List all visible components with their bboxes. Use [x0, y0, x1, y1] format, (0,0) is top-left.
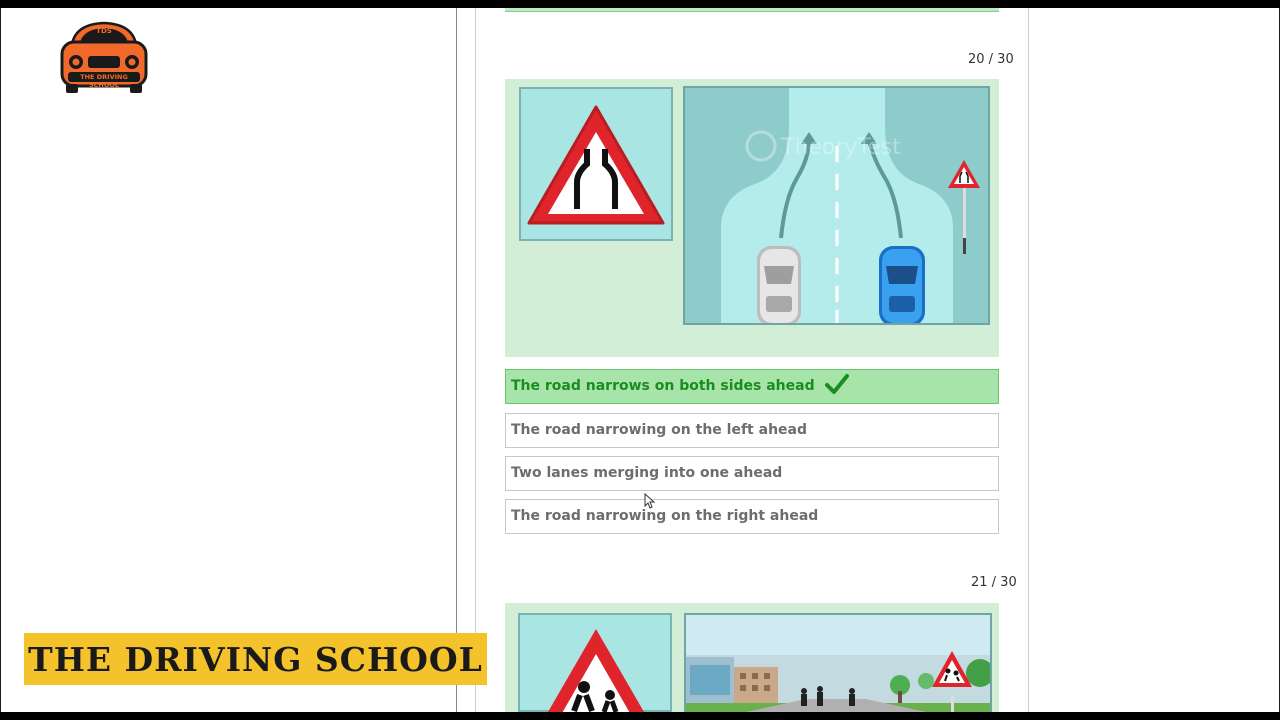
- question-counter: 20 / 30: [968, 52, 1014, 67]
- answer-option-4[interactable]: [505, 499, 999, 534]
- driving-school-banner: [24, 633, 487, 685]
- next-sign-panel: [518, 613, 672, 712]
- content-right-border: [1028, 8, 1029, 712]
- logo-initials: TDS: [96, 27, 112, 35]
- answer-option-3-text: Two lanes merging into one ahead: [511, 465, 783, 481]
- sign-panel: [519, 87, 673, 241]
- answer-option-3[interactable]: [505, 456, 999, 491]
- answer-option-2-text: The road narrowing on the left ahead: [511, 422, 808, 438]
- children-crossing-sign-icon: [520, 615, 670, 712]
- banner-text: THE DRIVING SCHOOL: [28, 640, 483, 679]
- svg-text:TheoryTest: TheoryTest: [781, 135, 901, 160]
- road-scene: [683, 86, 990, 325]
- road-narrows-both-sides-sign-icon: [521, 89, 671, 239]
- next-road-scene: [684, 613, 992, 712]
- driving-school-logo: [58, 20, 150, 96]
- answer-option-1-text: The road narrows on both sides ahead: [511, 378, 815, 394]
- top-black-bar: [0, 0, 1280, 8]
- check-icon: [825, 373, 849, 395]
- next-question-counter: 21 / 30: [971, 575, 1017, 590]
- left-edge: [0, 8, 1, 712]
- content-left-border: [475, 8, 476, 712]
- answer-option-2[interactable]: [505, 413, 999, 448]
- logo-name: THE DRIVING SCHOOL: [80, 73, 128, 89]
- panel-divider: [456, 8, 457, 712]
- mouse-cursor-icon: [644, 493, 656, 509]
- answer-option-1[interactable]: [505, 369, 999, 404]
- previous-question-edge: [505, 8, 999, 12]
- answer-option-4-text: The road narrowing on the right ahead: [511, 508, 819, 524]
